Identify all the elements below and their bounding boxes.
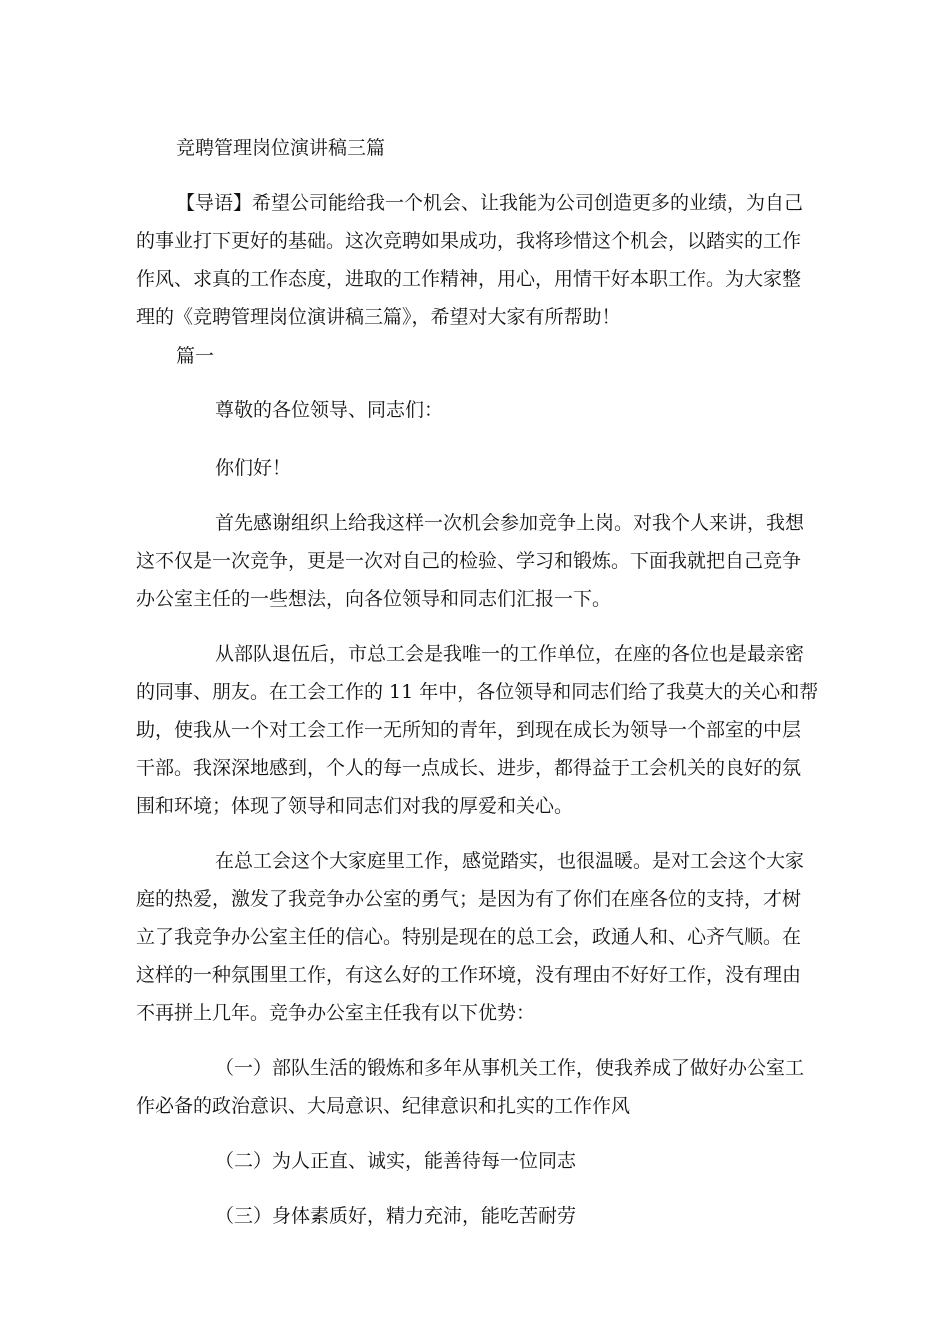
lead-line-3: 作风、求真的工作态度，进取的工作精神，用心，用情干好本职工作。为大家整	[136, 268, 802, 290]
lead-line-4: 理的《竞聘管理岗位演讲稿三篇》，希望对大家有所帮助！	[136, 306, 621, 328]
paragraph-2-line-4: 干部。我深深地感到，个人的每一点成长、进步，都得益于工会机关的良好的氛	[136, 757, 802, 779]
document-title: 竞聘管理岗位演讲稿三篇	[176, 137, 386, 159]
section-title: 篇一	[176, 345, 215, 367]
paragraph-2-line-3: 助，使我从一个对工会工作一无所知的青年，到现在成长为领导一个部室的中层	[136, 719, 802, 741]
greeting: 尊敬的各位领导、同志们：	[215, 399, 444, 421]
list-item-1-line-2: 作必备的政治意识、大局意识、纪律意识和扎实的工作作风	[136, 1095, 631, 1117]
paragraph-1-line-1: 首先感谢组织上给我这样一次机会参加竞争上岗。对我个人来讲，我想	[215, 512, 805, 534]
lead-line-1: 【导语】希望公司能给我一个机会、让我能为公司创造更多的业绩，为自己	[176, 192, 804, 214]
paragraph-2-line-1: 从部队退伍后，市总工会是我唯一的工作单位，在座的各位也是最亲密	[215, 643, 805, 665]
paragraph-3-line-1: 在总工会这个大家庭里工作，感觉踏实，也很温暖。是对工会这个大家	[215, 850, 805, 872]
list-item-1-line-1: （一）部队生活的锻炼和多年从事机关工作，使我养成了做好办公室工	[215, 1057, 805, 1079]
paragraph-2-line-5: 围和环境；体现了领导和同志们对我的厚爱和关心。	[136, 795, 574, 817]
list-item-3: （三）身体素质好，精力充沛，能吃苦耐劳	[215, 1205, 577, 1227]
lead-line-2: 的事业打下更好的基础。这次竞聘如果成功，我将珍惜这个机会，以踏实的工作	[136, 230, 802, 252]
paragraph-2-line-2: 的同事、朋友。在工会工作的 11 年中，各位领导和同志们给了我莫大的关心和帮	[136, 681, 819, 703]
paragraph-3-line-4: 这样的一种氛围里工作，有这么好的工作环境，没有理由不好好工作，没有理由	[136, 964, 802, 986]
hello-line: 你们好！	[215, 457, 292, 479]
paragraph-1-line-3: 办公室主任的一些想法，向各位领导和同志们汇报一下。	[136, 588, 612, 610]
paragraph-3-line-2: 庭的热爱，激发了我竞争办公室的勇气；是因为有了你们在座各位的支持，才树	[136, 888, 802, 910]
paragraph-3-line-3: 立了我竞争办公室主任的信心。特别是现在的总工会，政通人和、心齐气顺。在	[136, 926, 802, 948]
list-item-2: （二）为人正直、诚实，能善待每一位同志	[215, 1150, 577, 1172]
paragraph-3-line-5: 不再拼上几年。竞争办公室主任我有以下优势：	[136, 1002, 536, 1024]
paragraph-1-line-2: 这不仅是一次竞争，更是一次对自己的检验、学习和锻炼。下面我就把自己竞争	[136, 550, 802, 572]
